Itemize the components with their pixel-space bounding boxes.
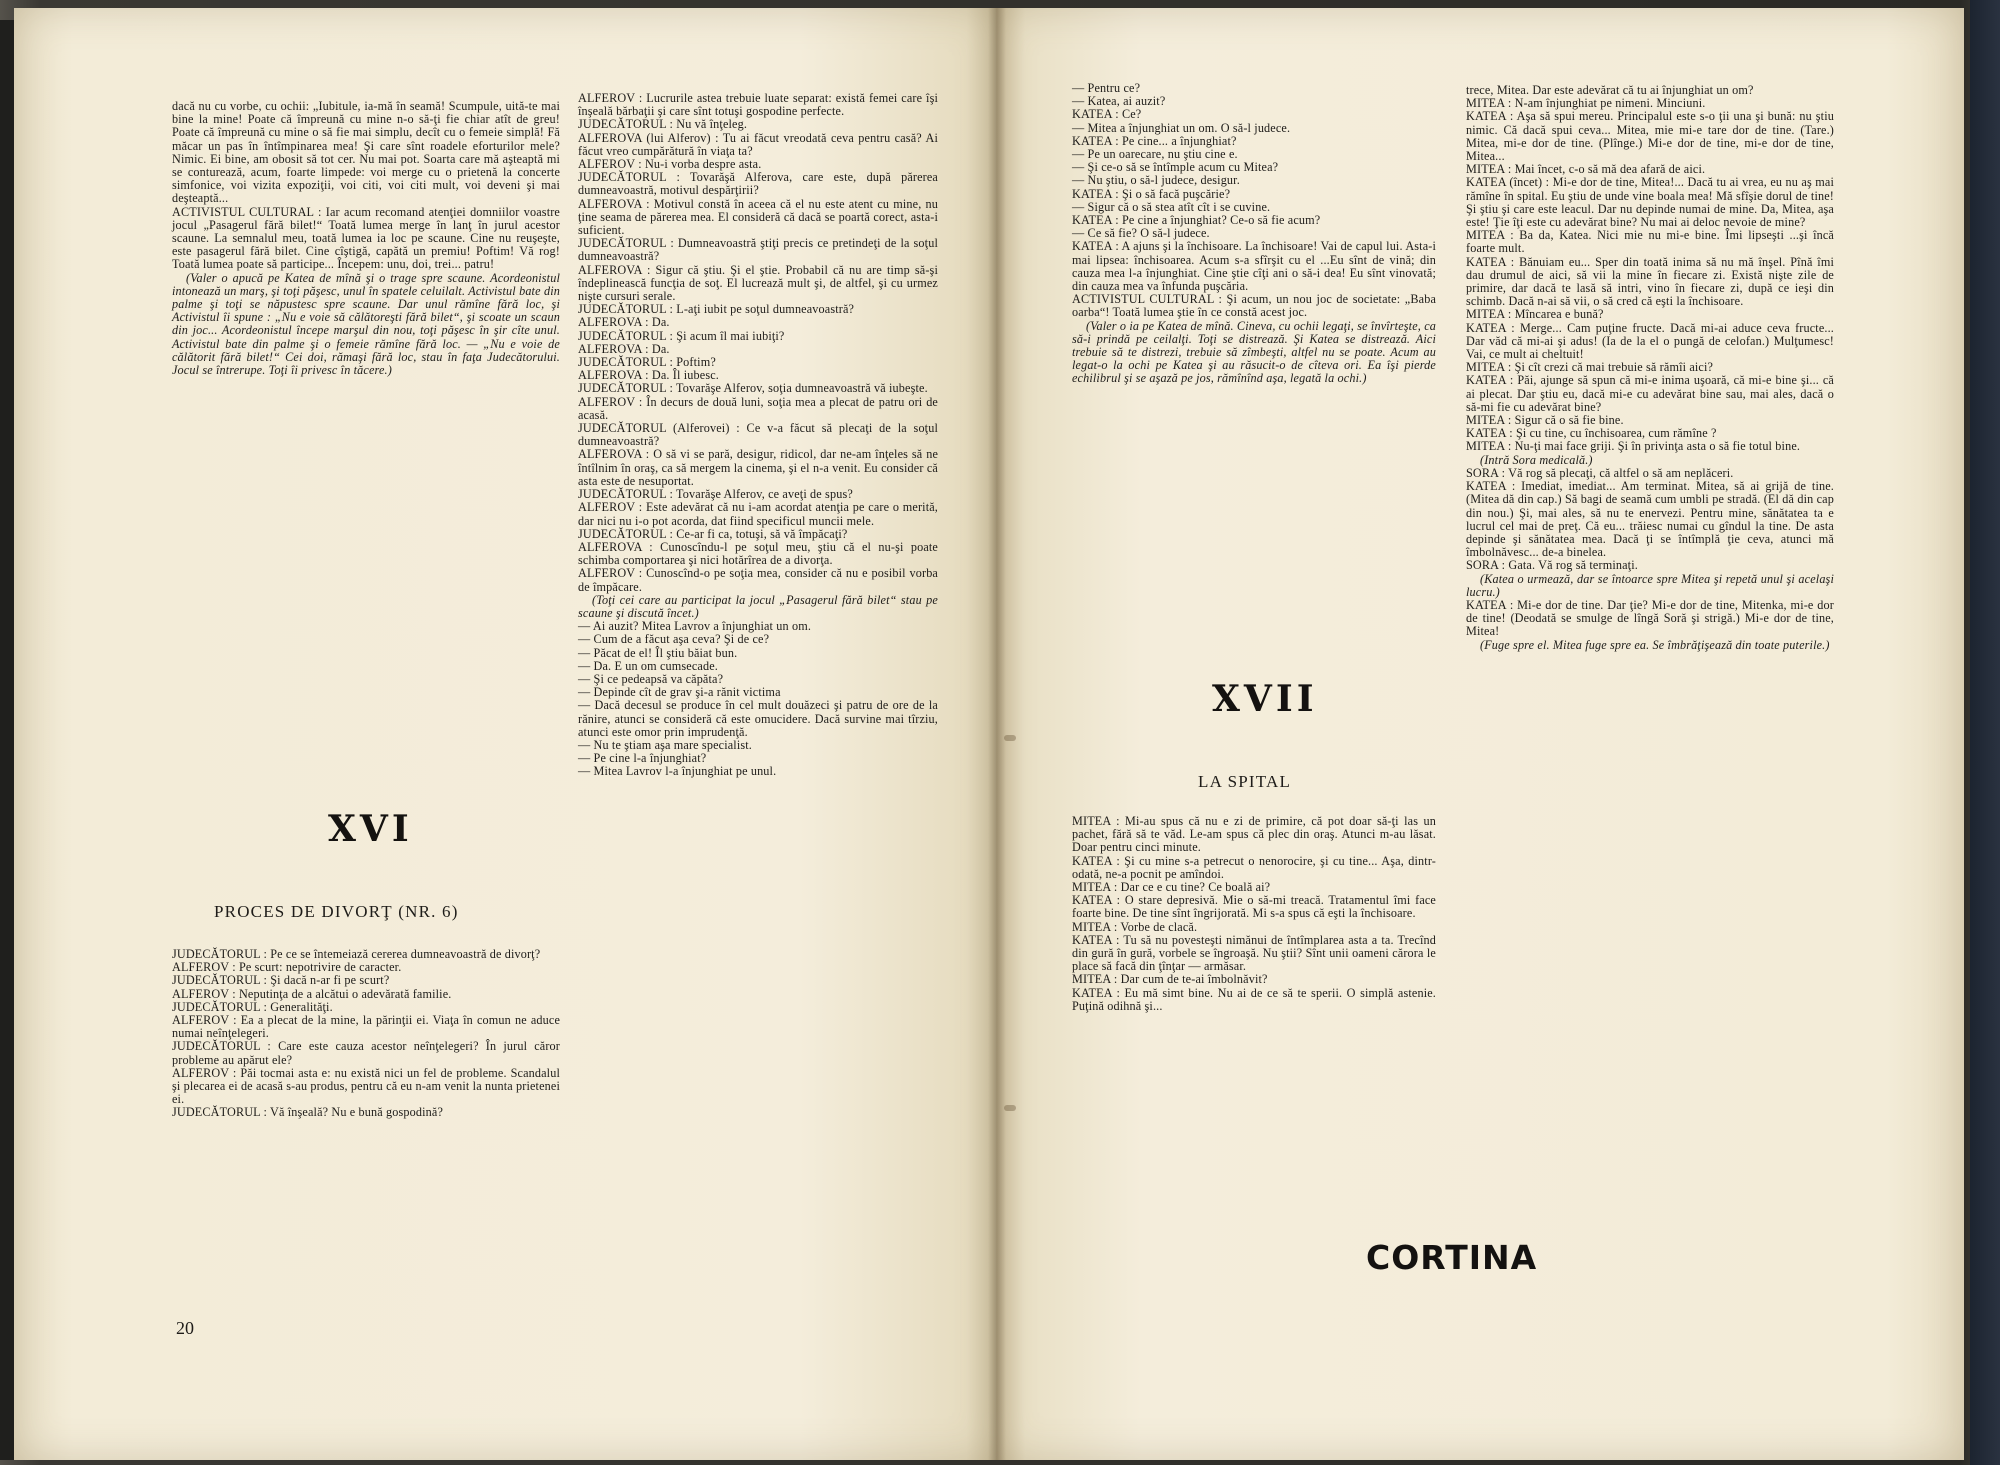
dialogue-line: KATEA : Mi-e dor de tine. Dar ţie? Mi-e dor de tine, Mitenka, mi-e dor de tine! (Deodată se smulge de lîngă Soră şi strigă.) Mi-e dor de tine, Mitea!: [1466, 597, 1834, 639]
dialogue-line: ALFEROV : Lucrurile astea trebuie luate separat: există femei care îşi înşeală bărbaţii şi care sînt totuşi gospodine perfecte.: [578, 91, 938, 119]
dialogue-line: KATEA : Pe cine... a înjunghiat?: [1072, 133, 1237, 148]
section-title: LA SPITAL: [1198, 772, 1292, 791]
dialogue-line: — Katea, ai auzit?: [1072, 94, 1166, 109]
dialogue-line: KATEA : Şi o să facă puşcărie?: [1072, 186, 1231, 201]
dialogue-line: KATEA : O stare depresivă. Mie o să-mi treacă. Tratamentul îmi face foarte bine. De tine sînt îngrijorată. Mi s-a spus că eşti la închisoare.: [1072, 893, 1436, 921]
dialogue-line: MITEA : Dar cum de te-ai îmbolnăvit?: [1072, 972, 1268, 987]
stage-direction: (Katea o urmează, dar se întoarce spre Mitea şi repetă unul şi acelaşi lucru.): [1466, 571, 1834, 599]
dialogue-line: JUDECĂTORUL : Vă înşeală? Nu e bună gospodină?: [172, 1105, 444, 1120]
left-page-column-1-dialogue: [172, 948, 560, 1120]
dialogue-line: ALFEROV : În decurs de două luni, soţia mea a plecat de patru ori de acasă.: [578, 394, 938, 422]
dialogue-line: ALFEROV : Pe scurt: nepotrivire de caracter.: [172, 960, 402, 975]
stage-direction: (Valer o apucă pe Katea de mînă şi o trage spre scaune. Acordeonistul intonează un marş, şi toţi păşesc, unul în spatele celuilalt. Activistul bate din palme şi toţi se năpustesc spre scaune. Dar unul rămîne fără loc, şi Activistul îi spune : „Nu e voie să călătoreşti fără bilet“, şi scoate un scaun din joc... Acordeonistul începe marşul din nou, toţi păşesc în şir cîte unul. Activistul bate din palme şi o femeie rămîne fără loc. — „Nu e voie de călătorit fără bilet!“ Cei doi, rămaşi fără loc, stau în faţa Judecătorului. Jocul se întrerupe. Toţi îi privesc în tăcere.): [172, 270, 560, 378]
dialogue-line: — Ai auzit? Mitea Lavrov a înjunghiat un om.: [578, 619, 812, 634]
dialogue-line: ALFEROVA : Sigur că ştiu. Şi el ştie. Probabil că nu are timp să-şi îndeplinească funcţia de soţ. El lucrează mult şi, de altfel, şi cu urmez nişte cursuri serale.: [578, 262, 938, 304]
section-number: XVI: [328, 808, 413, 850]
dialogue-line: MITEA : Nu-ţi mai face griji. Şi în privinţa asta o să fie totul bine.: [1466, 439, 1801, 454]
stage-direction: (Toţi cei care au participat la jocul „Pasagerul fără bilet“ stau pe scaune şi discută încet.): [578, 592, 938, 620]
stage-direction: (Valer o ia pe Katea de mînă. Cineva, cu ochii legaţi, se învîrteşte, ca să-i prindă pe ceilalţi. Toţi se distrează. Şi Katea se distrează. Aici trebuie să te distrezi, trebuie să zîmbeşti, altfel nu se poate. Acum au legat-o la ochi pe Katea şi au răsucit-o de cîteva ori. Ea îşi pierde echilibrul şi se aşază pe jos, rămînînd aşa, legată la ochi.): [1072, 318, 1436, 386]
dialogue-line: — Nu ştiu, o să-l judece, desigur.: [1072, 173, 1240, 188]
dialogue-line: — Da. E un om cumsecade.: [578, 658, 718, 673]
dialogue-line: ACTIVISTUL CULTURAL : Şi acum, un nou joc de societate: „Baba oarba“! Toată lumea ştie în ce constă acest joc.: [1072, 292, 1436, 320]
right-page-column-1: [1072, 82, 1436, 386]
page-number: 20: [176, 1318, 194, 1338]
dialogue-line: MITEA : Sigur că o să fie bine.: [1466, 413, 1624, 428]
dialogue-line: trece, Mitea. Dar este adevărat că tu ai înjunghiat un om?: [1466, 83, 1754, 97]
dialogue-line: KATEA : Păi, ajunge să spun că mi-e inima uşoară, că mi-e bine şi... că ai plecat. Dar ştiu eu, dacă mi-e cu adevărat bine sau, mai ales, dacă o să-mi fie cu adevărat bine?: [1466, 373, 1834, 414]
dialogue-line: KATEA (încet) : Mi-e dor de tine, Mitea!... Dacă tu ai vrea, eu nu aş mai rămîne în spital. Eu ştiu de unde vine boala mea! Mă sfîşie dorul de tine! Şi ştiu şi care este leacul. Dar nu depinde numai de mine. Da, Mitea, aşa este! Ţie îţi este cu adevărat bine? Nu mai ai deloc nevoie de mine?: [1466, 175, 1834, 230]
dialogue-line: — Şi ce-o să se întîmple acum cu Mitea?: [1072, 160, 1279, 175]
dialogue-line: JUDECĂTORUL : Care este cauza acestor neînţelegeri? În jurul căror probleme au apărut ele?: [172, 1039, 560, 1067]
dialogue-line: MITEA : Ba da, Katea. Nici mie nu mi-e bine. Îmi lipseşti ...şi încă foarte mult.: [1466, 228, 1834, 256]
dialogue-line: ALFEROV : Ea a plecat de la mine, la părinţii ei. Viaţa în comun ne aduce numai neînţelegeri.: [172, 1013, 560, 1041]
dialogue-line: dacă nu cu vorbe, cu ochii: „Iubitule, ia-mă în seamă! Scumpule, uită-te mai bine la mine! Poate că împreună cu mine n-o să-ţi fie chiar atît de greu! Poate că împreună cu mine o să fie mai simplu, decît cu o femeie simplă! Fă măcar un pas în întîmpinarea mea! Şi care sînt roadele eforturilor mele? Nimic. Ei bine, am obosit să tot cer. Nu mai pot. Soarta care mă aşteaptă mi se conturează, acum, foarte limpede: voi merge cu o prietenă la concerte simfonice, voi vizita expoziţii, voi citi, voi citi mult, voi deveni şi mai deşteaptă...: [172, 99, 560, 206]
dialogue-line: — Cum de a făcut aşa ceva? Şi de ce?: [578, 632, 770, 647]
dialogue-line: — Nu te ştiam aşa mare specialist.: [578, 737, 752, 752]
dialogue-line: ALFEROVA (lui Alferov) : Tu ai făcut vreodată ceva pentru casă? Ai făcut vreo cumpărătură în viaţa ta?: [578, 130, 938, 158]
dialogue-line: — Dacă decesul se produce în cel mult douăzeci şi patru de ore de la rănire, atunci se consideră că este omucidere. Dacă survine mai tîrziu, atunci este omor prin imprudenţă.: [578, 698, 938, 739]
dialogue-line: ALFEROV : Nu-i vorba despre asta.: [578, 157, 762, 172]
dialogue-line: JUDECĂTORUL : Tovarăşe Alferov, ce aveţi de spus?: [578, 487, 853, 502]
dialogue-line: — Mitea Lavrov l-a înjunghiat pe unul.: [578, 764, 777, 779]
dialogue-line: SORA : Gata. Vă rog să terminaţi.: [1466, 558, 1638, 573]
book-cover-edge-right: [1970, 0, 2000, 1465]
dialogue-line: JUDECĂTORUL : Tovarăşe Alferov, soţia dumneavoastră vă iubeşte.: [578, 381, 928, 396]
dialogue-line: JUDECĂTORUL : Şi acum îl mai iubiţi?: [578, 328, 785, 343]
dialogue-line: — Ce să fie? O să-l judece.: [1072, 226, 1210, 241]
dialogue-line: KATEA : Aşa să spui mereu. Principalul este s-o ţii una şi bună: nu ştiu nimic. Că dacă spui ceva... Mitea, mie mi-e tare dor de tine. (Tare.) Mitea, mi-e dor de tine. (Plînge.) Mi-e dor de tine, mi-e dor de tine, Mitea...: [1466, 109, 1834, 164]
stage-direction: (Fuge spre el. Mitea fuge spre ea. Se îmbrăţişează din toate puterile.): [1480, 637, 1830, 652]
dialogue-line: ALFEROV : Cunoscînd-o pe soţia mea, consider că nu e posibil vorba de împăcare.: [578, 566, 938, 594]
dialogue-line: JUDECĂTORUL : Ce-ar fi ca, totuşi, să vă împăcaţi?: [578, 526, 848, 541]
dialogue-line: KATEA : Tu să nu povesteşti nimănui de întîmplarea asta a ta. Trecînd din gură în gură, vorbele se îngroaşă. Nu ştii? Sînt unii oameni cărora le place să facă din ţînţar — armăsar.: [1072, 932, 1436, 974]
dialogue-line: — Şi ce pedeapsă va căpăta?: [578, 671, 724, 686]
dialogue-line: ALFEROVA : O să vi se pară, desigur, ridicol, dar ne-am înţeles să ne întîlnim în oraş, ca să mergem la cinema, şi el n-a venit. Eu consider că asta este de nesuportat.: [578, 447, 938, 488]
dialogue-line: ALFEROVA : Da. Îl iubesc.: [578, 368, 719, 383]
dialogue-line: — Sigur că o să stea atît cît i se cuvine.: [1072, 199, 1271, 214]
dialogue-line: MITEA : Mi-au spus că nu e zi de primire, că pot doar să-ţi las un pachet, fără să te văd. Le-am spus că plec din oraş. Atunci m-au lăsat. Doar pentru cinci minute.: [1072, 814, 1436, 855]
left-page-column-1: [172, 100, 560, 377]
dialogue-line: ALFEROV : Este adevărat că nu i-am acordat atenţia pe care o merită, dar nici nu i-o pot acorda, dat fiind specificul muncii mele.: [578, 500, 938, 528]
binding-mark: [1004, 1105, 1016, 1111]
dialogue-line: KATEA : Merge... Cam puţine fructe. Dacă mi-ai aduce ceva fructe... Dar văd că mi-ai şi adus! (Ia de la el o pungă de celofan.) Mulţumesc! Vai, ce mult ai cheltuit!: [1466, 320, 1834, 362]
dialogue-line: ALFEROVA : Da.: [578, 341, 670, 356]
dialogue-line: — Păcat de el! Îl ştiu băiat bun.: [578, 645, 738, 660]
dialogue-line: JUDECĂTORUL : L-aţi iubit pe soţul dumneavoastră?: [578, 302, 855, 317]
book-gutter: [988, 8, 1006, 1460]
dialogue-line: MITEA : Mai încet, c-o să mă dea afară de aici.: [1466, 162, 1706, 177]
dialogue-line: JUDECĂTORUL : Tovarăşă Alferova, care este, după părerea dumneavoastră, motivul despărţirii?: [578, 170, 938, 198]
dialogue-line: — Mitea a înjunghiat un om. O să-l judece.: [1072, 120, 1291, 135]
left-page-column-2: [578, 92, 938, 779]
dialogue-line: MITEA : N-am înjunghiat pe nimeni. Minciuni.: [1466, 96, 1706, 111]
dialogue-line: JUDECĂTORUL : Şi dacă n-ar fi pe scurt?: [172, 973, 390, 988]
dialogue-line: ACTIVISTUL CULTURAL : Iar acum recomand atenţiei domniilor voastre jocul „Pasagerul fără bilet!“ Toată lumea merge în lanţ în jurul acestor scaune. La semnalul meu, toată lumea ia loc pe scaune. Cine nu reuşeşte, este pasagerul fără bilet. Cine cîştigă, capătă un premiu! Poftim! Vă rog! Toată lumea poate să participe... Începem: unu, doi, trei... patru!: [172, 204, 560, 272]
dialogue-line: MITEA : Mîncarea e bună?: [1466, 307, 1604, 322]
dialogue-line: KATEA : Bănuiam eu... Sper din toată inima să nu mă înşel. Pînă îmi dau drumul de aici, să vii la mine în fiecare zi. Există nişte zile de primire, dar dacă te lasă să intri, vino în fiecare zi, după ce ieşi din schimb. Dacă n-ai să vii, o să cred că eşti la închisoare.: [1466, 254, 1834, 309]
closing-curtain: CORTINA: [1366, 1238, 1538, 1277]
dialogue-line: — Pe un oarecare, nu ştiu cine e.: [1072, 147, 1238, 162]
dialogue-line: JUDECĂTORUL (Alferovei) : Ce v-a făcut să plecaţi de la soţul dumneavoastră?: [578, 421, 938, 449]
dialogue-line: JUDECĂTORUL : Dumneavoastră ştiţi precis ce pretindeţi de la soţul dumneavoastră?: [578, 236, 938, 264]
dialogue-line: JUDECĂTORUL : Pe ce se întemeiază cererea dumneavoastră de divorţ?: [172, 947, 541, 961]
dialogue-line: ALFEROVA : Da.: [578, 315, 670, 330]
dialogue-line: MITEA : Şi cît crezi că mai trebuie să rămîi aici?: [1466, 360, 1714, 375]
dialogue-line: KATEA : Pe cine a înjunghiat? Ce-o să fie acum?: [1072, 213, 1321, 228]
dialogue-line: ALFEROV : Neputinţa de a alcătui o adevărată familie.: [172, 986, 452, 1001]
binding-mark: [1004, 735, 1016, 741]
dialogue-line: MITEA : Dar ce e cu tine? Ce boală ai?: [1072, 880, 1271, 895]
dialogue-line: KATEA : Ce?: [1072, 107, 1142, 122]
dialogue-line: KATEA : Şi cu tine, cu închisoarea, cum rămîne ?: [1466, 426, 1717, 441]
dialogue-line: KATEA : A ajuns şi la închisoare. La închisoare! Vai de capul lui. Asta-i mai lipsea: închisoarea. Acum s-a sfîrşit cu el ...Eu sînt de vină; din cauza mea l-a înjunghiat. Cine ştie cîţi ani o să-i dea! Eu sînt vinovată; din cauza mea va înfunda puşcăria.: [1072, 239, 1436, 294]
dialogue-line: JUDECĂTORUL : Generalităţi.: [172, 999, 333, 1014]
right-page-column-2: [1466, 84, 1834, 652]
dialogue-line: KATEA : Imediat, imediat... Am terminat. Mitea, să ai grijă de tine. (Mitea dă din cap.) Să bagi de seamă cum umbli pe stradă. (El dă din cap din nou.) Şi, mai ales, să nu te enervezi. Pentru mine, sănătatea ta e lucrul cel mai de preţ. Că eu... trăiesc numai cu gîndul la tine. De asta depinde şi sănătatea mea. Dacă ţi se întîmplă ţie ceva, atunci mă îmbolnăvesc... de-a binelea.: [1466, 479, 1834, 560]
dialogue-line: KATEA : Şi cu mine s-a petrecut o nenorocire, şi cu tine... Aşa, dintr-odată, ne-a pocnit pe amîndoi.: [1072, 853, 1436, 881]
section-title: PROCES DE DIVORŢ (NR. 6): [214, 902, 459, 921]
dialogue-line: JUDECĂTORUL : Poftim?: [578, 355, 716, 370]
stage-direction: (Intră Sora medicală.): [1480, 452, 1593, 467]
dialogue-line: — Pe cine l-a înjunghiat?: [578, 751, 707, 766]
dialogue-line: JUDECĂTORUL : Nu vă înţeleg.: [578, 117, 748, 132]
dialogue-line: ALFEROVA : Cunoscîndu-l pe soţul meu, ştiu că el nu-şi poate schimba comportarea şi nici hotărîrea de a divorţa.: [578, 539, 938, 568]
dialogue-line: — Pentru ce?: [1072, 81, 1141, 95]
dialogue-line: — Depinde cît de grav şi-a rănit victima: [578, 685, 781, 700]
section-number: XVII: [1212, 678, 1318, 720]
dialogue-line: ALFEROVA : Motivul constă în aceea că el nu este atent cu mine, nu ţine seama de părerea mea. El consideră că dacă se poartă corect, asta-i suficient.: [578, 196, 938, 238]
dialogue-line: SORA : Vă rog să plecaţi, că altfel o să am neplăceri.: [1466, 465, 1734, 480]
right-page-column-1-dialogue: [1072, 815, 1436, 1013]
dialogue-line: ALFEROV : Păi tocmai asta e: nu există nici un fel de probleme. Scandalul şi plecarea ei de acasă s-au produs, pentru că eu n-am venit la nunta prietenei ei.: [172, 1065, 560, 1107]
dialogue-line: KATEA : Eu mă simt bine. Nu ai de ce să te sperii. O simplă astenie. Puţină odihnă şi...: [1072, 985, 1436, 1013]
dialogue-line: MITEA : Vorbe de clacă.: [1072, 919, 1198, 934]
